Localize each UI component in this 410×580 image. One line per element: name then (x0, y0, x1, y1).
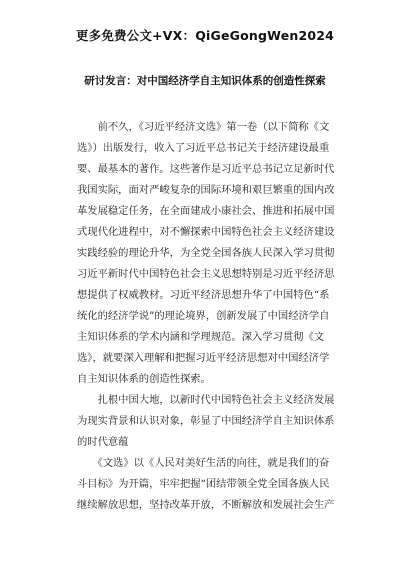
body-line: 革发展稳定任务，在全面建成小康社会、推进和拓展中国 (77, 205, 335, 217)
body-line: 扎根中国大地，以新时代中国特色社会主义经济发展 (77, 394, 335, 406)
promo-header: 更多免费公文+VX：QiGeGongWen2024 (75, 28, 335, 43)
body-line: 要、最基本的著作。这些著作是习近平总书记立足新时代 (77, 163, 335, 175)
body-line: 的时代意蕴 (77, 436, 129, 448)
body-line: 习近平新时代中国特色社会主义思想特别是习近平经济思 (77, 268, 335, 280)
body-line: 我国实际，面对严峻复杂的国际环境和艰巨繁重的国内改 (77, 184, 335, 196)
document-title: 研讨发言：对中国经济学自主知识体系的创造性探索 (84, 75, 326, 87)
body-line: 斗目标》为开篇，牢牢把握“团结带领全党全国各族人民 (77, 478, 330, 490)
document-body (77, 117, 343, 516)
body-line: 主知识体系的学术内涵和学理规范。深入学习贯彻《文 (77, 331, 325, 343)
body-line: 前不久，《习近平经济文选》第一卷（以下简称《文 (77, 121, 330, 133)
body-line: 实践经验的理论升华，为全党全国各族人民深入学习贯彻 (77, 247, 335, 259)
body-line: 选》，就要深入理解和把握习近平经济思想对中国经济学 (77, 352, 330, 364)
body-line: 继续解放思想，坚持改革开放，不断解放和发展社会生产 (77, 499, 335, 511)
body-line: 选》）出版发行，收入了习近平总书记关于经济建设最重 (77, 142, 330, 154)
body-line: 《文选》以《人民对美好生活的向往，就是我们的奋 (77, 457, 330, 469)
body-line: 想提供了权威教材。习近平经济思想升华了中国特色“系 (77, 289, 330, 301)
body-line: 自主知识体系的创造性探索。 (77, 373, 211, 385)
body-line: 式现代化进程中，对不懈探索中国特色社会主义经济建设 (77, 226, 335, 238)
body-line: 统化的经济学说”的理论境界，创新发展了中国经济学自 (77, 310, 330, 322)
body-line: 为现实背景和认识对象，彰显了中国经济学自主知识体系 (77, 415, 335, 427)
